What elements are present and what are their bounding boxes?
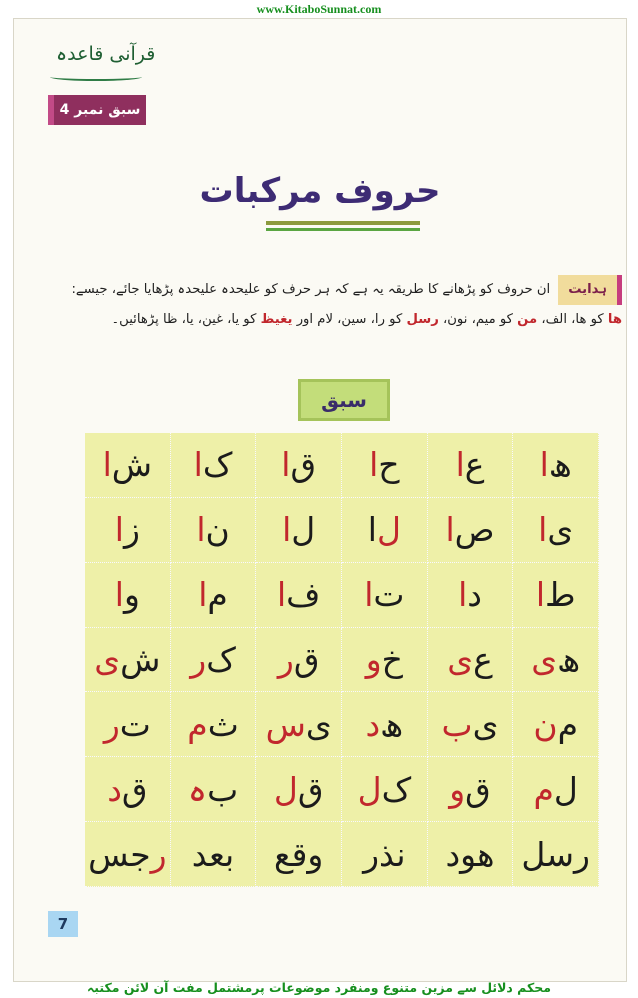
letter-segment: ا xyxy=(367,510,377,550)
letter-segment: ا xyxy=(281,445,291,485)
letter-segment: ی xyxy=(531,639,558,679)
letter-cell xyxy=(171,692,257,757)
instruction-label: ہدایت xyxy=(558,275,622,305)
letter-segment: ک xyxy=(202,445,233,485)
book-page xyxy=(13,18,627,982)
letter-segment: ا xyxy=(114,510,124,550)
letter-cell xyxy=(171,822,257,887)
letter-cell xyxy=(256,563,342,628)
letter-segment: ق xyxy=(297,769,324,809)
footer-tagline: محکم دلائل سے مزین متنوع ومنفرد موضوعات پرمشتمل مفت آن لائن مکتبہ xyxy=(86,980,552,995)
letter-cell xyxy=(171,498,257,563)
letter-segment: ل xyxy=(291,510,316,550)
letter-cell xyxy=(342,433,428,498)
letter-cell xyxy=(513,692,599,757)
letter-cell xyxy=(513,757,599,822)
instruction-segment: ھا xyxy=(607,312,622,327)
letter-cell xyxy=(342,822,428,887)
letter-segment: ا xyxy=(276,575,287,615)
instruction-segment: کو را، سین، لام اور xyxy=(292,312,407,327)
letter-cell xyxy=(256,628,342,693)
letter-segment: د xyxy=(107,769,122,809)
letter-cell xyxy=(513,433,599,498)
letter-segment: ا xyxy=(114,575,124,615)
letter-cell xyxy=(256,692,342,757)
instruction-segment: کو یا، غین، یا، ظا پڑھائیں۔ xyxy=(111,312,261,327)
page-heading: حروف مرکبات xyxy=(199,171,441,211)
letter-segment: ا xyxy=(364,575,374,615)
letter-cell xyxy=(428,433,514,498)
letter-segment: ر xyxy=(103,704,120,744)
letter-segment: ی xyxy=(472,704,499,744)
instruction-paragraph xyxy=(62,275,622,335)
letter-cell xyxy=(85,757,171,822)
letter-cell xyxy=(513,498,599,563)
letter-cell xyxy=(256,433,342,498)
letter-segment: ش xyxy=(111,445,153,485)
book-title: قرآنی قاعدہ xyxy=(56,43,156,65)
letter-segment: ھود xyxy=(445,834,495,874)
letter-cell xyxy=(256,822,342,887)
letter-cell xyxy=(342,757,428,822)
letter-segment: ق xyxy=(465,769,491,809)
letter-segment: ی xyxy=(305,704,332,744)
letter-segment: ع xyxy=(464,445,485,485)
letter-segment: ا xyxy=(102,445,112,485)
letter-cell xyxy=(342,628,428,693)
letter-segment: م xyxy=(533,769,554,809)
letter-segment: و xyxy=(123,575,140,615)
instruction-segment: من xyxy=(517,312,538,327)
letter-segment: ہ xyxy=(187,769,208,809)
letter-segment: ق xyxy=(293,639,320,679)
letter-cell xyxy=(256,757,342,822)
letter-segment: ز xyxy=(123,510,140,550)
book-title-underline xyxy=(50,73,142,81)
letter-segment: ف xyxy=(286,575,321,615)
instruction-segment: کو ھا، الف، xyxy=(537,312,608,327)
letter-segment: ھ xyxy=(548,445,572,485)
letter-segment: د xyxy=(365,704,381,744)
letter-cell xyxy=(428,692,514,757)
letter-segment: ا xyxy=(369,445,379,485)
letter-cell xyxy=(85,628,171,693)
letter-segment: ا xyxy=(539,445,549,485)
letter-cell xyxy=(85,563,171,628)
letter-segment: ل xyxy=(553,769,578,809)
instruction-segment: ان حروف کو پڑھانے کا طریقہ یہ ہے کہ ہر حرف کو علیحدہ علیحدہ پڑھایا جائے، جیسے: xyxy=(71,282,551,297)
letter-segment: وقع xyxy=(274,834,324,874)
letter-segment: جس xyxy=(88,834,151,874)
instruction-segment: کو میم، نون، xyxy=(438,312,518,327)
letter-cell xyxy=(513,628,599,693)
letter-segment: ھ xyxy=(557,639,581,679)
letter-segment: ط xyxy=(545,575,576,615)
letter-segment: و xyxy=(449,769,466,809)
letter-segment: ن xyxy=(533,704,558,744)
site-url[interactable]: www.KitaboSunnat.com xyxy=(256,2,382,16)
letter-segment: ا xyxy=(458,575,468,615)
letter-cell xyxy=(85,692,171,757)
letter-cell xyxy=(428,563,514,628)
letter-segment: ش xyxy=(120,639,161,679)
letter-segment: ا xyxy=(196,510,206,550)
letter-segment: ر xyxy=(277,639,294,679)
letter-segment: نذر xyxy=(363,834,406,874)
letter-segment: ق xyxy=(121,769,148,809)
letter-segment: ی xyxy=(547,510,574,550)
letter-segment: ی xyxy=(447,639,474,679)
heading-underline-green xyxy=(266,228,420,231)
letter-segment: ک xyxy=(381,769,412,809)
letter-segment: ت xyxy=(373,575,405,615)
letter-segment: ا xyxy=(535,575,545,615)
instruction-segment: رسل xyxy=(406,312,439,327)
letter-segment: ق xyxy=(290,445,317,485)
letter-segment: و xyxy=(365,639,382,679)
letter-segment: ل xyxy=(357,769,382,809)
instruction-segment: یغیظ xyxy=(260,312,293,327)
letter-cell xyxy=(342,498,428,563)
letter-combination-grid xyxy=(85,433,599,887)
letter-segment: م xyxy=(187,704,208,744)
letter-segment: م xyxy=(207,575,228,615)
letter-segment: د xyxy=(467,575,482,615)
letter-cell xyxy=(85,498,171,563)
letter-segment: ل xyxy=(273,769,298,809)
letter-cell xyxy=(428,628,514,693)
letter-cell xyxy=(513,822,599,887)
letter-segment: خ xyxy=(381,639,403,679)
letter-cell xyxy=(256,498,342,563)
letter-segment: س xyxy=(265,704,306,744)
letter-segment: ح xyxy=(378,445,400,485)
letter-segment: ر xyxy=(190,639,207,679)
letter-segment: م xyxy=(557,704,579,744)
page-number: 7 xyxy=(48,911,78,937)
letter-segment: ا xyxy=(538,510,548,550)
letter-segment: ھ xyxy=(380,704,404,744)
letter-cell xyxy=(428,498,514,563)
letter-cell xyxy=(513,563,599,628)
instruction-text xyxy=(71,282,622,327)
letter-segment: ا xyxy=(282,510,292,550)
letter-segment: بعد xyxy=(191,834,235,874)
letter-segment: ص xyxy=(454,510,495,550)
letter-cell xyxy=(85,433,171,498)
letter-segment: ت xyxy=(119,704,151,744)
letter-segment: ا xyxy=(198,575,208,615)
letter-segment: ل xyxy=(376,510,401,550)
letter-cell xyxy=(428,757,514,822)
letter-cell xyxy=(342,563,428,628)
letter-cell xyxy=(171,628,257,693)
letter-segment: ث xyxy=(207,704,239,744)
letter-cell xyxy=(171,433,257,498)
letter-segment: ا xyxy=(455,445,465,485)
letter-cell xyxy=(85,822,171,887)
letter-segment: ب xyxy=(207,769,239,809)
letter-segment: ک xyxy=(206,639,236,679)
letter-segment: ا xyxy=(445,510,455,550)
lesson-label-box: سبق xyxy=(298,379,390,421)
letter-cell xyxy=(342,692,428,757)
letter-cell xyxy=(171,563,257,628)
lesson-badge: سبق نمبر 4 xyxy=(48,95,146,125)
letter-segment: ن xyxy=(205,510,230,550)
letter-segment: ی xyxy=(94,639,121,679)
letter-cell xyxy=(428,822,514,887)
letter-segment: ر xyxy=(150,834,167,874)
letter-segment: رسل xyxy=(521,834,590,874)
letter-segment: ع xyxy=(473,639,493,679)
letter-segment: ا xyxy=(193,445,203,485)
heading-underline-olive xyxy=(266,221,420,225)
letter-cell xyxy=(171,757,257,822)
letter-segment: ب xyxy=(441,704,473,744)
